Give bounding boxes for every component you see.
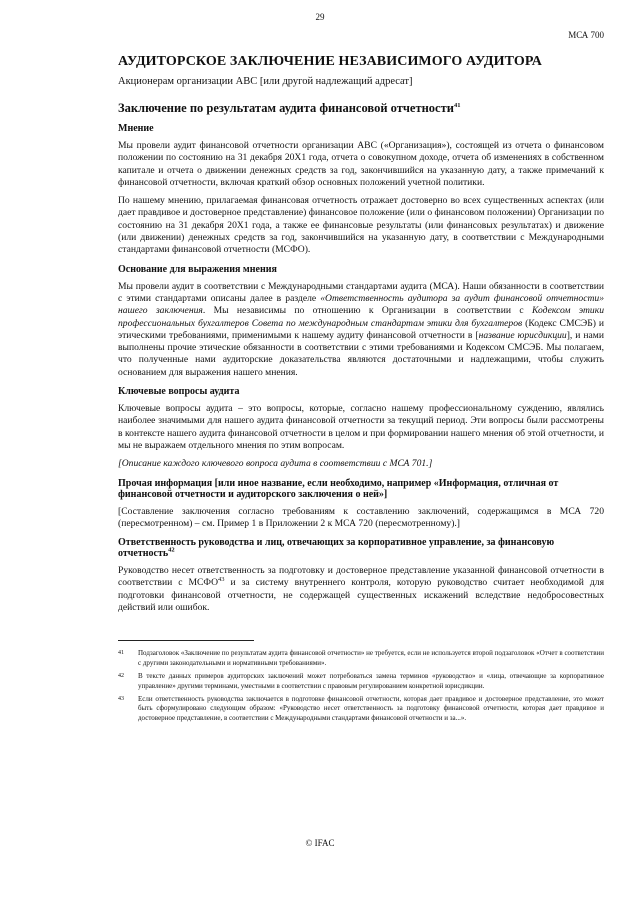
footnote-ref-42[interactable]: 42 (168, 546, 175, 554)
document-code: МСА 700 (568, 30, 604, 40)
footnote-text: В тексте данных примеров аудиторских заключений может потребоваться замена терминов «руководство» и «лица, отвечающие за корпоративное управление» другими терминами, уместными в соответствии с правовым регулированием конкретной юрисдикции. (138, 672, 604, 690)
kam-heading: Ключевые вопросы аудита (118, 386, 240, 398)
footnote-ref-43[interactable]: 43 (218, 576, 225, 584)
footnote (118, 695, 604, 723)
opinion-heading: Мнение (118, 123, 154, 134)
footnote-mark: 42 (118, 673, 124, 680)
kam-paragraph: Ключевые вопросы аудита – это вопросы, которые, согласно нашему профессиональному суждению, являлись наиболее значимыми для нашего аудита финансовой отчетности за текущий период. Эти вопросы были рассмотрены в контексте нашего аудита финансовой отчетности в целом и при формировании нашего мнения об этой отчетности, и мы не выражаем отдельного мнения по этим вопросам. (118, 403, 604, 451)
footnote-mark: 43 (118, 695, 124, 702)
kam-placeholder: [Описание каждого ключевого вопроса аудита в соответствии с МСА 701.] (118, 458, 433, 470)
responsibility-heading: Ответственность руководства и лиц, отвечающих за корпоративное управление, за финансовую отчетность$^{42}$ (118, 537, 555, 560)
basis-heading: Основание для выражения мнения (118, 263, 277, 275)
opinion-paragraph-2: По нашему мнению, прилагаемая финансовая отчетность отражает достоверно во всех существенных аспектах (или дает правдивое и достоверное представление) финансовое положение (или о финансовом положении) Организации по состоянию на 31 декабря 20X1 года, а также ее финансовые результаты (или финансовых результатах) и движение (или движении) денежных средств за год, закончившийся на указанную дату, в соответствии с Международными стандартами финансовой отчетности (МСФО). (118, 195, 604, 256)
section-title: Заключение по результатам аудита финансовой отчетности$^{41}$ (118, 101, 461, 115)
footnote-mark: 41 (118, 650, 124, 657)
basis-paragraph: Мы провели аудит в соответствии с Международными стандартами аудита (МСА). Наши обязанности в соответствии с этими стандартами описаны далее в разделе «Ответственность аудитора за аудит финансовой отчетности» нашего заключения. Мы независимы по отношению к Организации в соответствии с Кодексом этики профессиональных бухгалтеров Совета по международным стандартам этики для бухгалтеров (Кодекс СМСЭБ) и этическими требованиями, применимыми к нашему аудиту финансовой отчетности в [название юрисдикции], и нами выполнены прочие этические обязанности в соответствии с этими требованиями и Кодексом СМСЭБ. Мы полагаем, что полученные нами аудиторские доказательства являются достаточными и надлежащими, чтобы служить основанием для выражения нашего мнения. (118, 280, 605, 378)
copyright-footer: © IFAC (305, 838, 335, 848)
footnote-ref-41[interactable]: 41 (453, 101, 461, 109)
footnote-text: Если ответственность руководства заключается в подготовке финансовой отчетности, которая дает правдивое и достоверное представление, это может быть сформулировано следующим образом: «Руководство несет ответственность за подготовку финансовой отчетности, которая дает правдивое и достоверное представление, в соответствии с Международными стандартами финансовой отчетности и за...». (138, 694, 604, 722)
other-info-heading: Прочая информация [или иное название, если необходимо, например «Информация, отличная от финансовой отчетности и аудиторского заключения о ней»] (118, 477, 559, 500)
other-info-paragraph: [Составление заключения согласно требованиям к составлению заключений, содержащимся в МСА 720 (пересмотренном) – см. Пример 1 в Приложении 2 к МСА 720 (пересмотренному).] (118, 505, 604, 529)
footnote-divider (118, 640, 254, 641)
opinion-paragraph-1: Мы провели аудит финансовой отчетности организации ABC («Организация»), состоящей из отчета о финансовом положении по состоянию на 31 декабря 20X1 года, отчета о совокупном доходе, отчета об изменениях в собственном капитале и отчета о движении денежных средств за год, закончившийся на указанную дату, а также примечаний к финансовой отчетности, включая краткий обзор основных положений учетной политики. (118, 140, 604, 188)
footnote (118, 649, 604, 668)
footnote-text: Подзаголовок «Заключение по результатам аудита финансовой отчетности» не требуется, если не используется второй подзаголовок «Отчет в соответствии с другими законодательными и нормативными требованиями». (138, 649, 604, 667)
addressee: Акционерам организации АВС [или другой надлежащий адресат] (118, 76, 413, 87)
responsibility-paragraph: Руководство несет ответственность за подготовку и достоверное представление указанной финансовой отчетности в соответствии с МСФО$^{43}$ и за систему внутреннего контроля, которую руководство считает необходимой для подготовки финансовой отчетности, не содержащей существенных искажений вследствие недобросовестных действий или ошибок. (118, 565, 604, 614)
footnote (118, 672, 604, 691)
page-number: 29 (315, 12, 325, 22)
report-title: АУДИТОРСКОЕ ЗАКЛЮЧЕНИЕ НЕЗАВИСИМОГО АУДИТОРА (118, 54, 542, 69)
